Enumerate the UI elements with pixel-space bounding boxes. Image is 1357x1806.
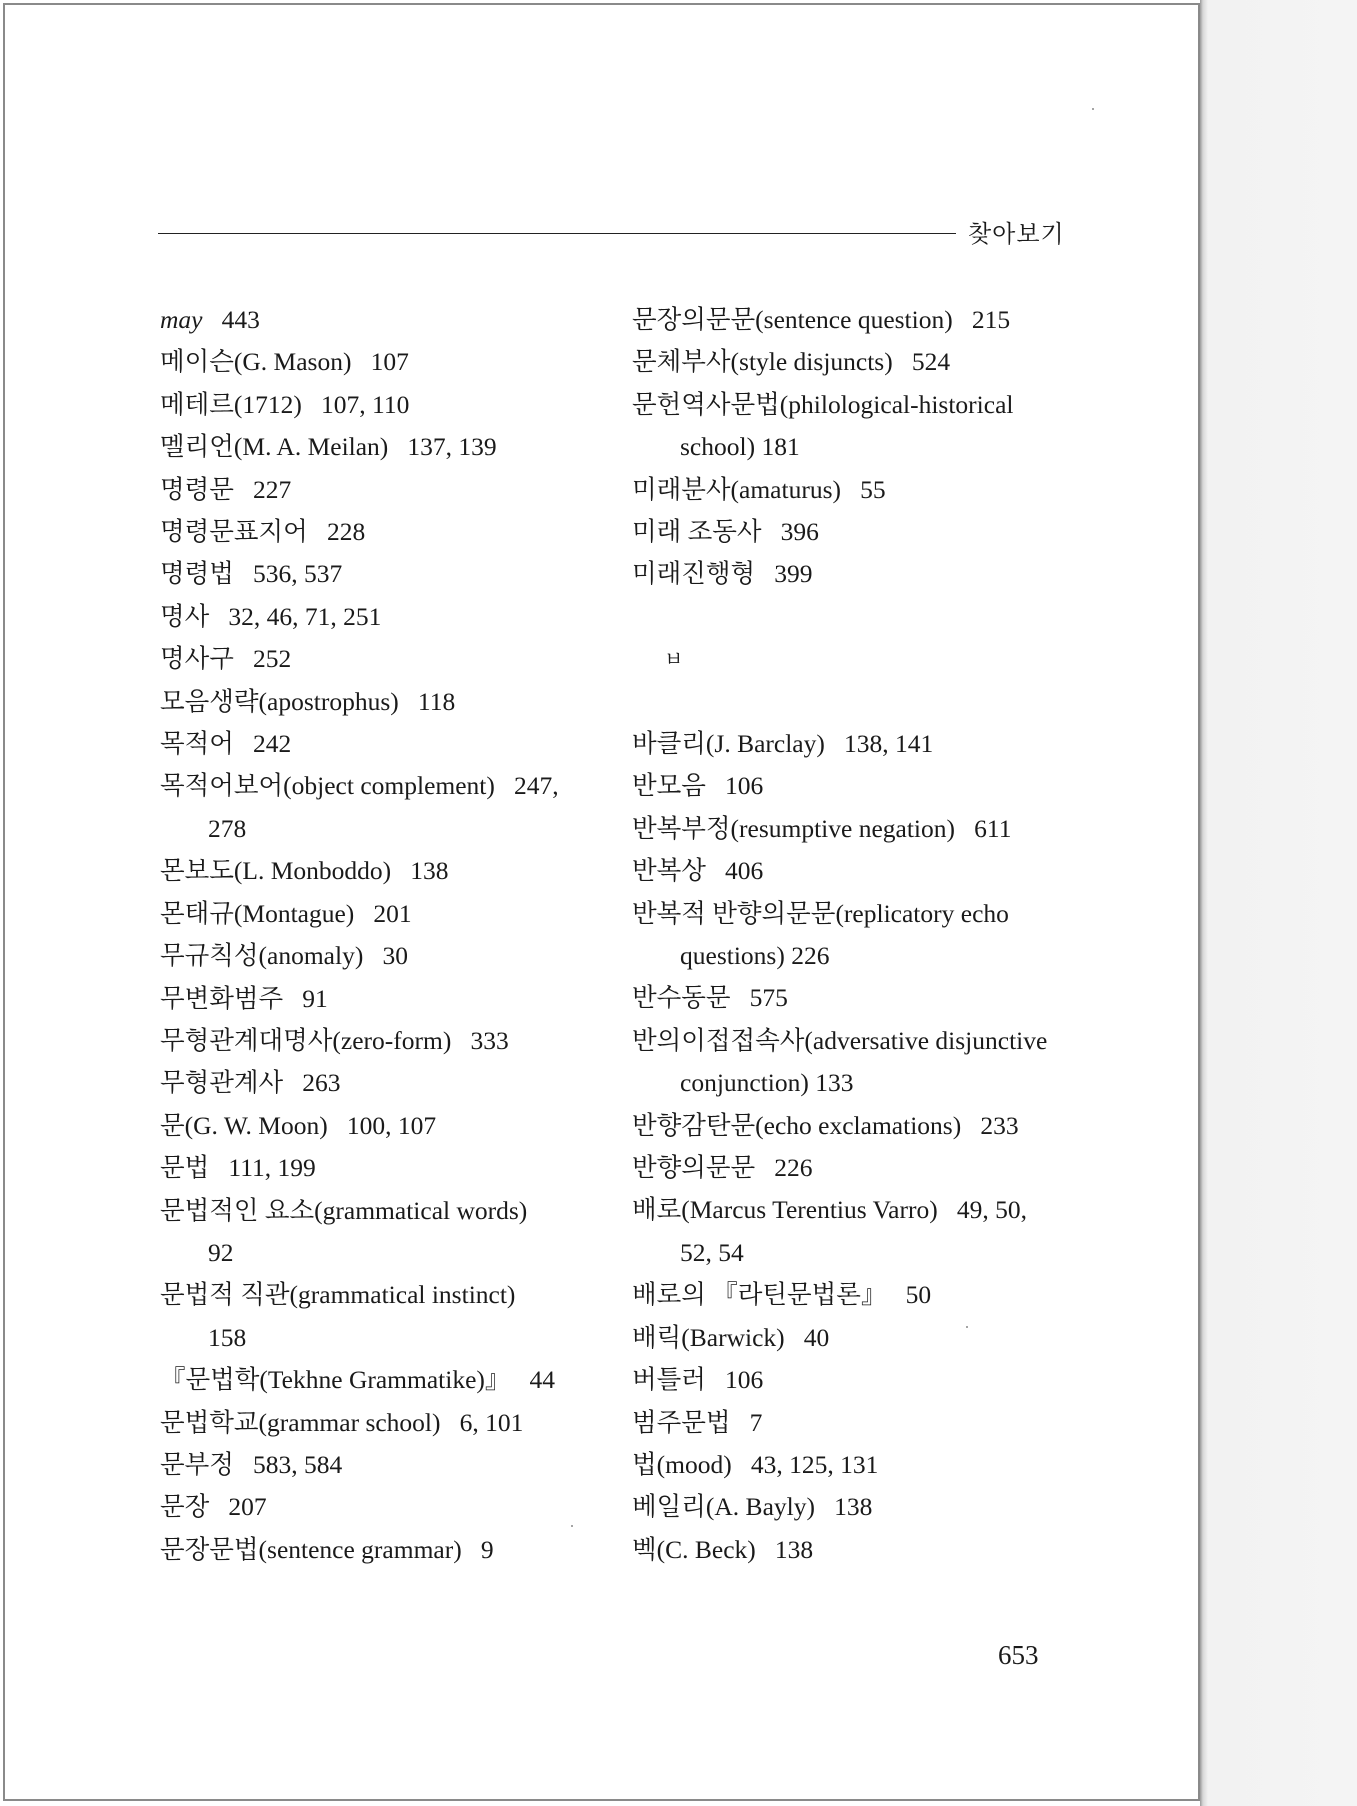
index-pages: 40 — [803, 1322, 830, 1352]
index-term: 무변화범주 — [160, 983, 284, 1013]
index-entry — [632, 384, 1072, 426]
index-term: 무형관계사 — [160, 1068, 284, 1098]
index-pages: 575 — [749, 983, 788, 1013]
index-pages: 333 — [470, 1025, 509, 1055]
running-head: 찾아보기 — [968, 220, 1065, 248]
blank-line — [632, 681, 1072, 723]
index-pages: 32, 46, 71, 251 — [228, 601, 382, 631]
index-term: 바클리(J. Barclay) — [632, 729, 825, 759]
index-entry — [160, 1147, 600, 1189]
index-entry — [632, 1402, 1072, 1444]
index-entry — [160, 511, 600, 553]
index-term: 문헌역사문법(philological-historical — [632, 389, 1014, 419]
index-term: 목적어 — [160, 729, 234, 759]
index-pages: 107, 110 — [321, 389, 410, 419]
index-pages: 227 — [253, 474, 292, 504]
index-entry — [632, 1189, 1072, 1231]
index-entry — [632, 893, 1072, 935]
index-pages: 524 — [911, 347, 951, 377]
index-term: 배로(Marcus Terentius Varro) — [632, 1195, 938, 1225]
index-entry — [160, 893, 600, 935]
index-entry — [632, 1359, 1072, 1401]
index-entry — [632, 469, 1072, 511]
index-term: 문법학교(grammar school) — [160, 1407, 441, 1437]
index-term: 메이슨(G. Mason) — [160, 347, 352, 377]
index-pages: 107 — [370, 347, 409, 377]
index-pages: 9 — [480, 1534, 494, 1564]
index-term: 문장문법(sentence grammar) — [160, 1534, 462, 1564]
index-entry — [160, 681, 600, 723]
index-entry — [160, 1402, 600, 1444]
index-pages: 49, 50, — [956, 1195, 1027, 1225]
index-entry — [632, 1317, 1072, 1359]
index-pages: 233 — [980, 1110, 1019, 1140]
index-pages: 138 — [834, 1492, 873, 1522]
index-pages: 201 — [373, 898, 412, 928]
index-entry — [632, 850, 1072, 892]
index-term: 『문법학(Tekhne Grammatike)』 — [160, 1365, 511, 1395]
index-pages: 106 — [725, 1365, 764, 1395]
index-term: 메테르(1712) — [160, 389, 302, 419]
index-entry — [160, 1274, 600, 1316]
index-entry-continuation: school) 181 — [680, 432, 800, 462]
scan-speck — [1092, 108, 1094, 110]
index-entry — [632, 765, 1072, 807]
index-term: 반복적 반향의문문(replicatory echo — [632, 898, 1009, 928]
index-entry — [632, 808, 1072, 850]
index-entry — [160, 1529, 600, 1571]
index-term: 명사구 — [160, 644, 234, 674]
index-entry — [160, 638, 600, 680]
index-term: 반복상 — [632, 856, 706, 886]
index-pages: 263 — [302, 1068, 341, 1098]
index-term: 배로의 『라틴문법론』 — [632, 1280, 887, 1310]
index-pages: 138, 141 — [843, 729, 934, 759]
index-term: 벡(C. Beck) — [632, 1534, 756, 1564]
index-entry — [632, 1444, 1072, 1486]
index-pages: 137, 139 — [407, 432, 497, 462]
index-pages: 55 — [860, 474, 886, 504]
index-entry — [160, 935, 600, 977]
index-term: 미래 조동사 — [632, 517, 762, 547]
index-term: 법(mood) — [632, 1449, 732, 1479]
index-term: 몬태규(Montague) — [160, 898, 355, 928]
index-term: 명령문 — [160, 474, 234, 504]
index-entry — [160, 426, 600, 468]
index-entry — [632, 299, 1072, 341]
index-pages: 611 — [974, 813, 1012, 843]
index-term: 문체부사(style disjuncts) — [632, 347, 893, 377]
index-entry — [160, 1105, 600, 1147]
index-term: 문(G. W. Moon) — [160, 1110, 328, 1140]
index-entry — [632, 1486, 1072, 1528]
index-entry — [632, 977, 1072, 1019]
index-pages: 247, — [514, 771, 559, 801]
index-pages: 228 — [326, 517, 366, 547]
index-entry — [632, 723, 1072, 765]
index-term: 범주문법 — [632, 1407, 731, 1437]
index-entry — [632, 553, 1072, 595]
scan-speck — [966, 1326, 968, 1328]
index-term: 멜리언(M. A. Meilan) — [160, 432, 389, 462]
index-pages: 91 — [302, 983, 328, 1013]
index-pages: 443 — [221, 305, 260, 334]
page-number: 653 — [998, 1640, 1039, 1670]
index-pages: 406 — [725, 856, 764, 886]
index-term: 반복부정(resumptive negation) — [632, 813, 956, 843]
index-entry-continuation: 278 — [208, 813, 247, 843]
index-pages: 6, 101 — [459, 1407, 524, 1437]
index-term: 반모음 — [632, 771, 706, 801]
index-entry — [160, 596, 600, 638]
index-pages: 44 — [529, 1365, 556, 1395]
index-term: 명사 — [160, 601, 210, 631]
header-rule — [158, 233, 956, 234]
index-term: 베일리(A. Bayly) — [632, 1492, 815, 1522]
index-entry-continuation: conjunction) 133 — [680, 1068, 854, 1098]
index-column-left — [160, 299, 600, 1571]
index-term: 미래진행형 — [632, 559, 756, 589]
index-term: 문법 — [160, 1153, 210, 1183]
index-entry — [632, 1529, 1072, 1571]
section-letter: ㅂ — [664, 647, 684, 672]
index-entry — [160, 1020, 600, 1062]
index-pages: 536, 537 — [253, 559, 343, 589]
index-term: 명령법 — [160, 559, 234, 589]
index-term: 문장 — [160, 1492, 210, 1522]
index-entry — [160, 341, 600, 383]
index-term: may — [160, 305, 203, 334]
index-pages: 106 — [725, 771, 764, 801]
index-entry — [632, 511, 1072, 553]
index-term: 모음생략(apostrophus) — [160, 686, 399, 716]
index-pages: 207 — [228, 1492, 267, 1522]
scan-speck — [571, 1525, 573, 1527]
index-pages: 138 — [410, 856, 449, 886]
index-entry — [632, 1020, 1072, 1062]
index-entry — [160, 850, 600, 892]
index-term: 반향의문문 — [632, 1153, 756, 1183]
index-pages: 215 — [971, 305, 1011, 334]
blank-line — [632, 596, 1072, 638]
index-pages: 100, 107 — [346, 1110, 437, 1140]
index-pages: 242 — [253, 729, 292, 759]
index-term: 목적어보어(object complement) — [160, 771, 495, 801]
index-term: 반향감탄문(echo exclamations) — [632, 1110, 962, 1140]
index-entry — [632, 1274, 1072, 1316]
index-entry — [160, 765, 600, 807]
index-term: 배릭(Barwick) — [632, 1322, 785, 1352]
index-entry-continuation: 52, 54 — [680, 1237, 744, 1267]
index-entry — [160, 1444, 600, 1486]
index-entry-continuation: 158 — [208, 1322, 247, 1352]
index-pages: 252 — [253, 644, 292, 674]
index-entry — [160, 469, 600, 511]
index-term: 반수동문 — [632, 983, 731, 1013]
index-pages: 396 — [780, 517, 819, 547]
index-entry — [632, 1105, 1072, 1147]
index-pages: 583, 584 — [253, 1449, 343, 1479]
index-term: 무규칙성(anomaly) — [160, 941, 364, 971]
index-pages: 111, 199 — [228, 1153, 316, 1183]
index-term: 무형관계대명사(zero-form) — [160, 1025, 452, 1055]
index-entry — [632, 341, 1072, 383]
index-term: 문법적 직관(grammatical instinct) — [160, 1280, 516, 1310]
index-entry — [160, 299, 600, 341]
index-pages: 43, 125, 131 — [750, 1449, 879, 1479]
index-term: 미래분사(amaturus) — [632, 474, 841, 504]
index-pages: 30 — [382, 941, 408, 971]
page-edge-shadow — [1200, 0, 1357, 1806]
index-entry — [160, 553, 600, 595]
index-entry — [160, 978, 600, 1020]
index-entry — [632, 1147, 1072, 1189]
index-pages: 50 — [905, 1280, 932, 1310]
index-entry-continuation: questions) 226 — [680, 941, 830, 971]
index-pages: 118 — [417, 686, 456, 716]
index-term: 버틀러 — [632, 1365, 706, 1395]
index-entry — [160, 1062, 600, 1104]
index-term: 문부정 — [160, 1449, 234, 1479]
index-term: 문장의문문(sentence question) — [632, 305, 953, 334]
index-pages: 399 — [774, 559, 813, 589]
index-term: 명령문표지어 — [160, 517, 308, 547]
index-column-right — [632, 299, 1072, 1571]
index-entry — [160, 1190, 600, 1232]
index-pages: 138 — [774, 1534, 814, 1564]
index-entry-continuation: 92 — [208, 1237, 234, 1267]
index-term: 문법적인 요소(grammatical words) — [160, 1195, 528, 1225]
index-entry — [160, 723, 600, 765]
index-pages: 226 — [774, 1153, 813, 1183]
index-term: 반의이접접속사(adversative disjunctive — [632, 1025, 1048, 1055]
index-pages: 7 — [749, 1407, 763, 1437]
index-entry — [160, 1486, 600, 1528]
index-entry — [160, 384, 600, 426]
index-term: 몬보도(L. Monboddo) — [160, 856, 392, 886]
index-entry — [160, 1359, 600, 1401]
